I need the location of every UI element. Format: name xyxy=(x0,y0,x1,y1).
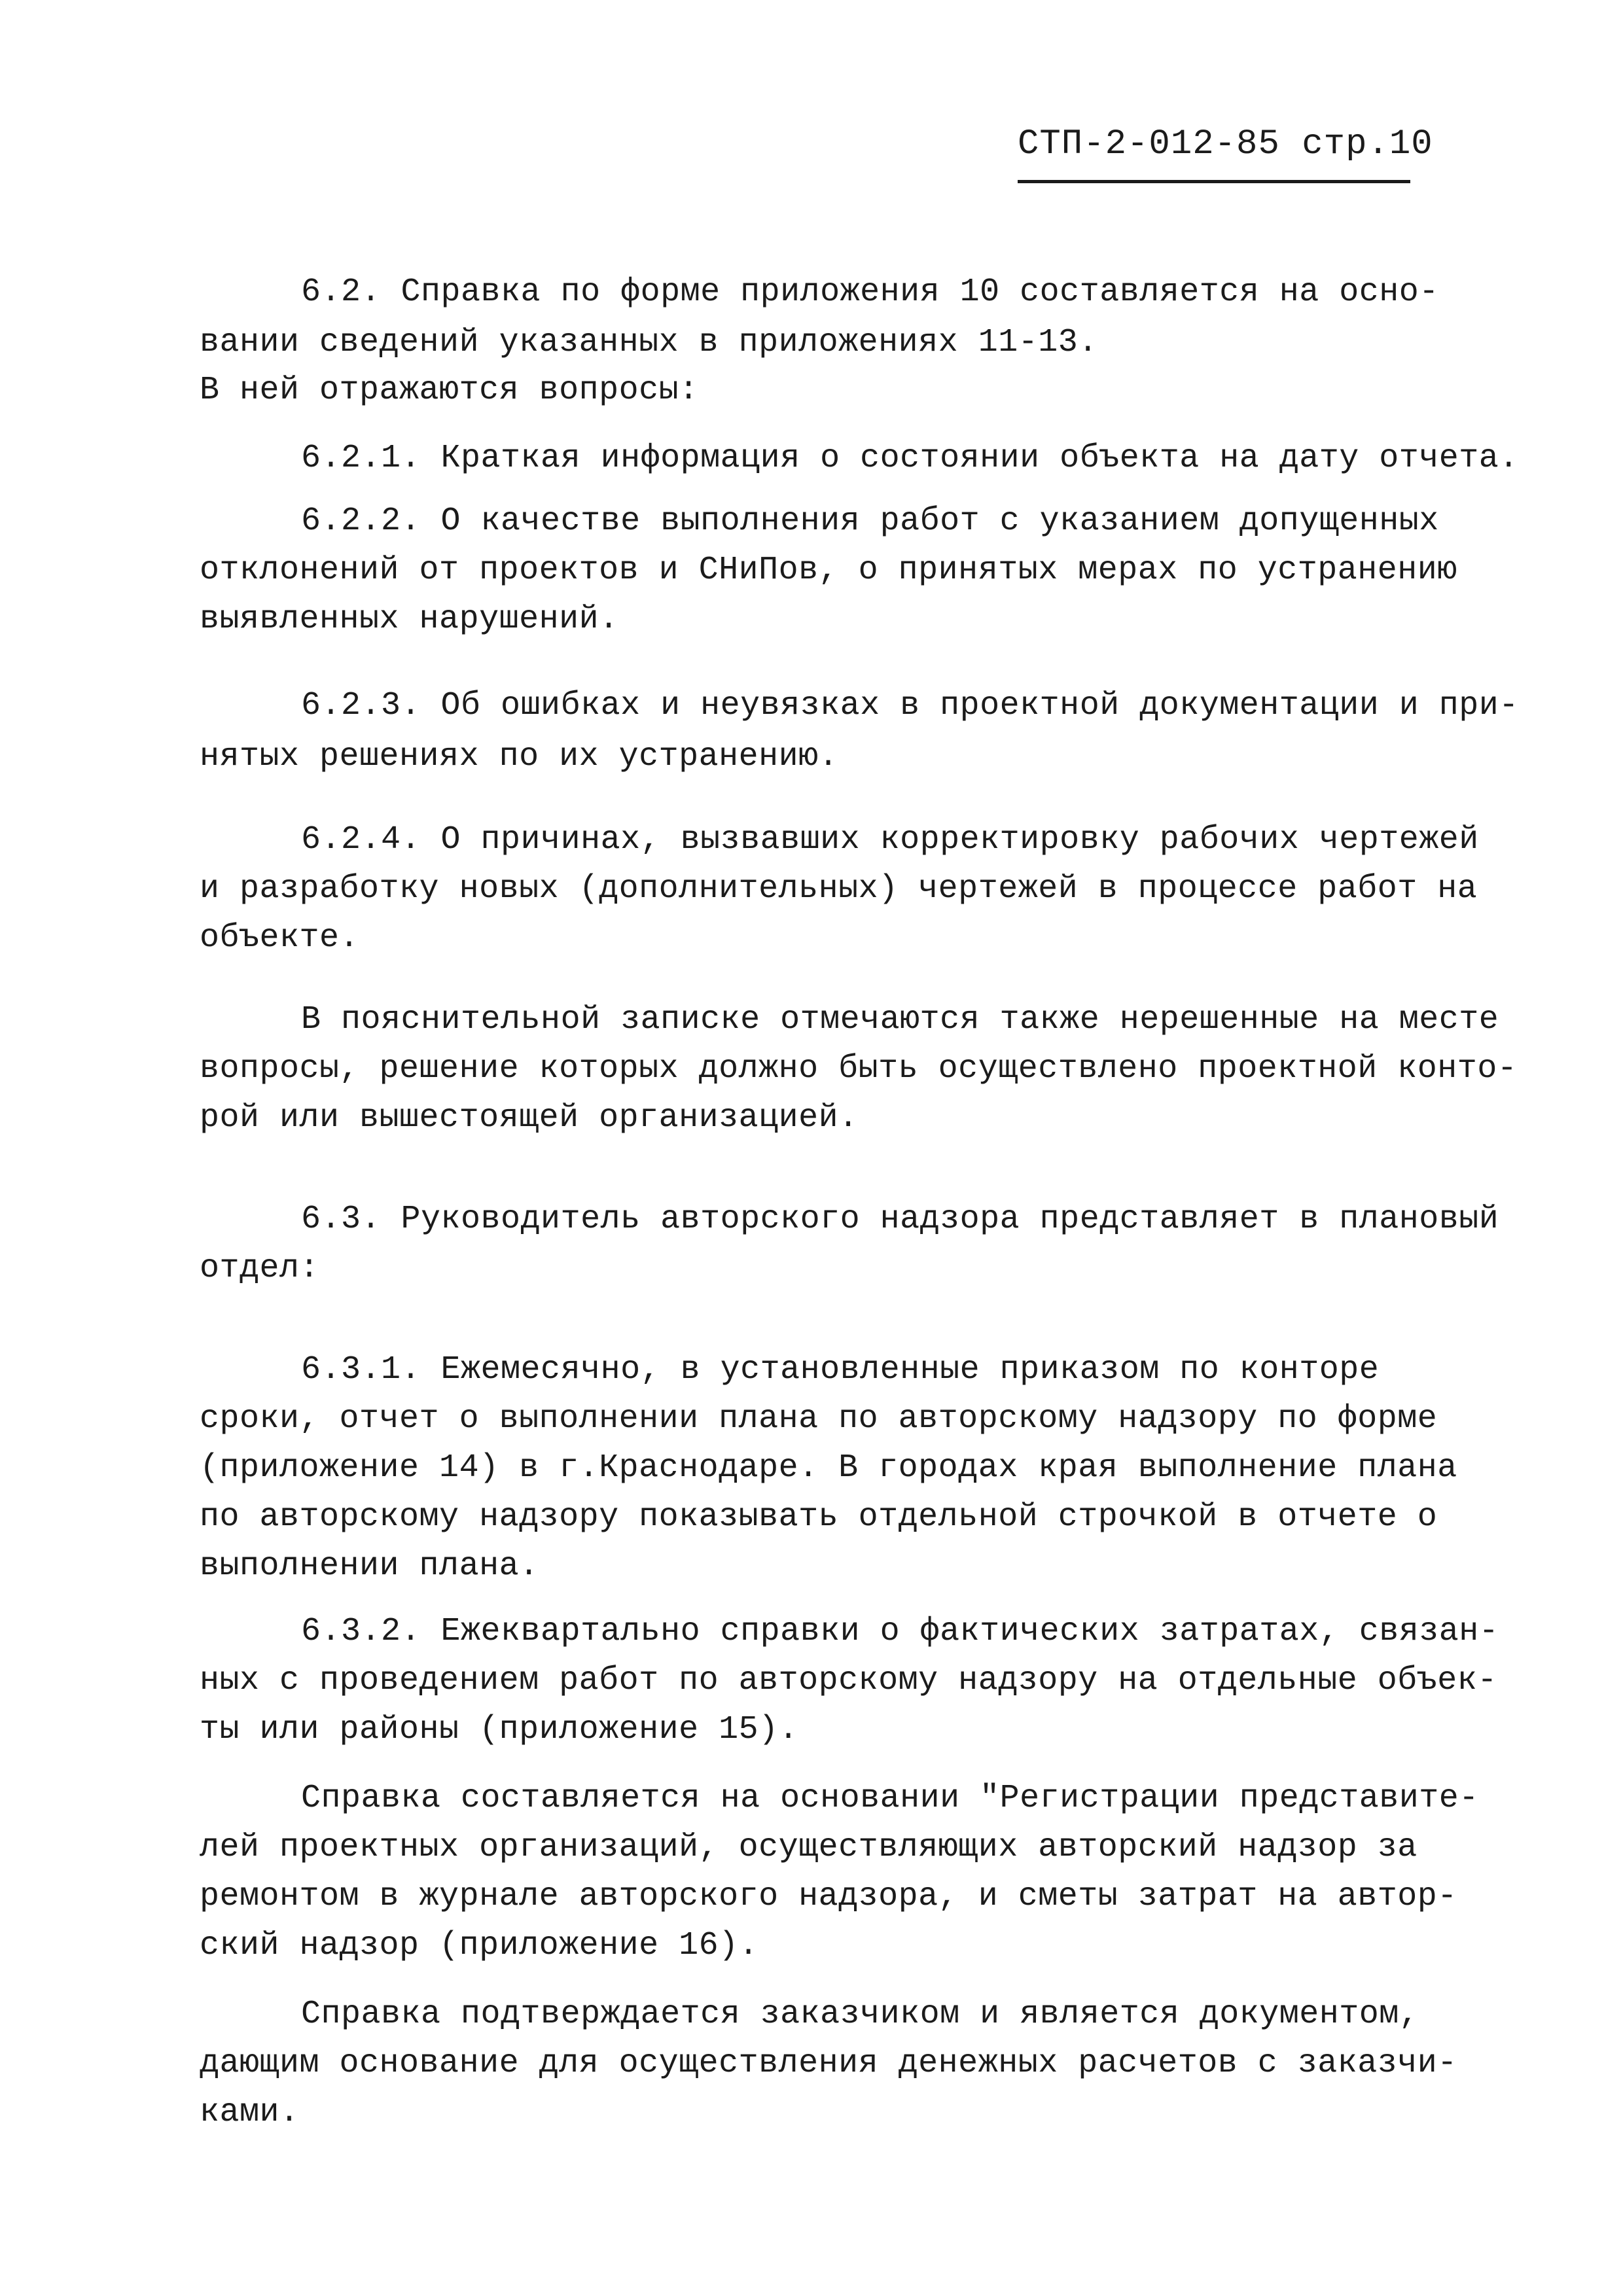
certificate-line-3: ремонтом в журнале авторского надзора, и сметы затрат на автор- xyxy=(200,1878,1457,1915)
note-line-1: В пояснительной записке отмечаются также нерешенные на месте xyxy=(301,1001,1499,1038)
certificate-line-1: Справка составляется на основании "Регистрации представите- xyxy=(301,1780,1479,1817)
paragraph-6-2-line-3: В ней отражаются вопросы: xyxy=(200,372,699,409)
item-6-2-4-line-3: объекте. xyxy=(200,919,360,957)
item-6-3-2-line-2: ных с проведением работ по авторскому надзору на отдельные объек- xyxy=(200,1662,1497,1699)
confirmation-line-1: Справка подтверждается заказчиком и является документом, xyxy=(301,1996,1419,2033)
item-6-3-1-line-5: выполнении плана. xyxy=(200,1547,539,1585)
paragraph-6-3-line-2: отдел: xyxy=(200,1250,320,1287)
certificate-line-4: ский надзор (приложение 16). xyxy=(200,1927,759,1964)
document-code-header: СТП-2-012-85 стр.10 xyxy=(1018,124,1433,164)
item-6-2-3-line-2: нятых решениях по их устранению. xyxy=(200,738,839,775)
item-6-3-1-line-3: (приложение 14) в г.Краснодаре. В городах края выполнение плана xyxy=(200,1449,1457,1487)
paragraph-6-2-line-1: 6.2. Справка по форме приложения 10 составляется на осно- xyxy=(301,274,1439,311)
item-6-2-4-line-2: и разработку новых (дополнительных) чертежей в процессе работ на xyxy=(200,870,1478,908)
item-6-3-2-line-1: 6.3.2. Ежеквартально справки о фактических затратах, связан- xyxy=(301,1613,1499,1650)
item-6-2-4-line-1: 6.2.4. О причинах, вызвавших корректировку рабочих чертежей xyxy=(301,821,1479,858)
paragraph-6-3-line-1: 6.3. Руководитель авторского надзора представляет в плановый xyxy=(301,1201,1499,1238)
item-6-3-2-line-3: ты или районы (приложение 15). xyxy=(200,1711,799,1748)
confirmation-line-2: дающим основание для осуществления денежных расчетов с заказчи- xyxy=(200,2045,1457,2082)
paragraph-6-2-line-2: вании сведений указанных в приложениях 11-13. xyxy=(200,324,1098,361)
note-line-2: вопросы, решение которых должно быть осуществлено проектной конто- xyxy=(200,1050,1518,1087)
item-6-2-2-line-3: выявленных нарушений. xyxy=(200,601,619,638)
item-6-2-2-line-2: отклонений от проектов и СНиПов, о принятых мерах по устранению xyxy=(200,552,1457,589)
item-6-2-1-line-1: 6.2.1. Краткая информация о состоянии объекта на дату отчета. xyxy=(301,440,1519,477)
note-line-3: рой или вышестоящей организацией. xyxy=(200,1099,859,1137)
certificate-line-2: лей проектных организаций, осуществляющих авторский надзор за xyxy=(200,1829,1418,1866)
item-6-2-3-line-1: 6.2.3. Об ошибках и неувязках в проектной документации и при- xyxy=(301,687,1519,724)
item-6-3-1-line-4: по авторскому надзору показывать отдельной строчкой в отчете о xyxy=(200,1498,1438,1536)
item-6-2-2-line-1: 6.2.2. О качестве выполнения работ с указанием допущенных xyxy=(301,503,1439,540)
item-6-3-1-line-1: 6.3.1. Ежемесячно, в установленные приказом по конторе xyxy=(301,1351,1380,1388)
confirmation-line-3: ками. xyxy=(200,2094,300,2131)
header-underline xyxy=(1018,180,1410,183)
item-6-3-1-line-2: сроки, отчет о выполнении плана по авторскому надзору по форме xyxy=(200,1400,1438,1438)
